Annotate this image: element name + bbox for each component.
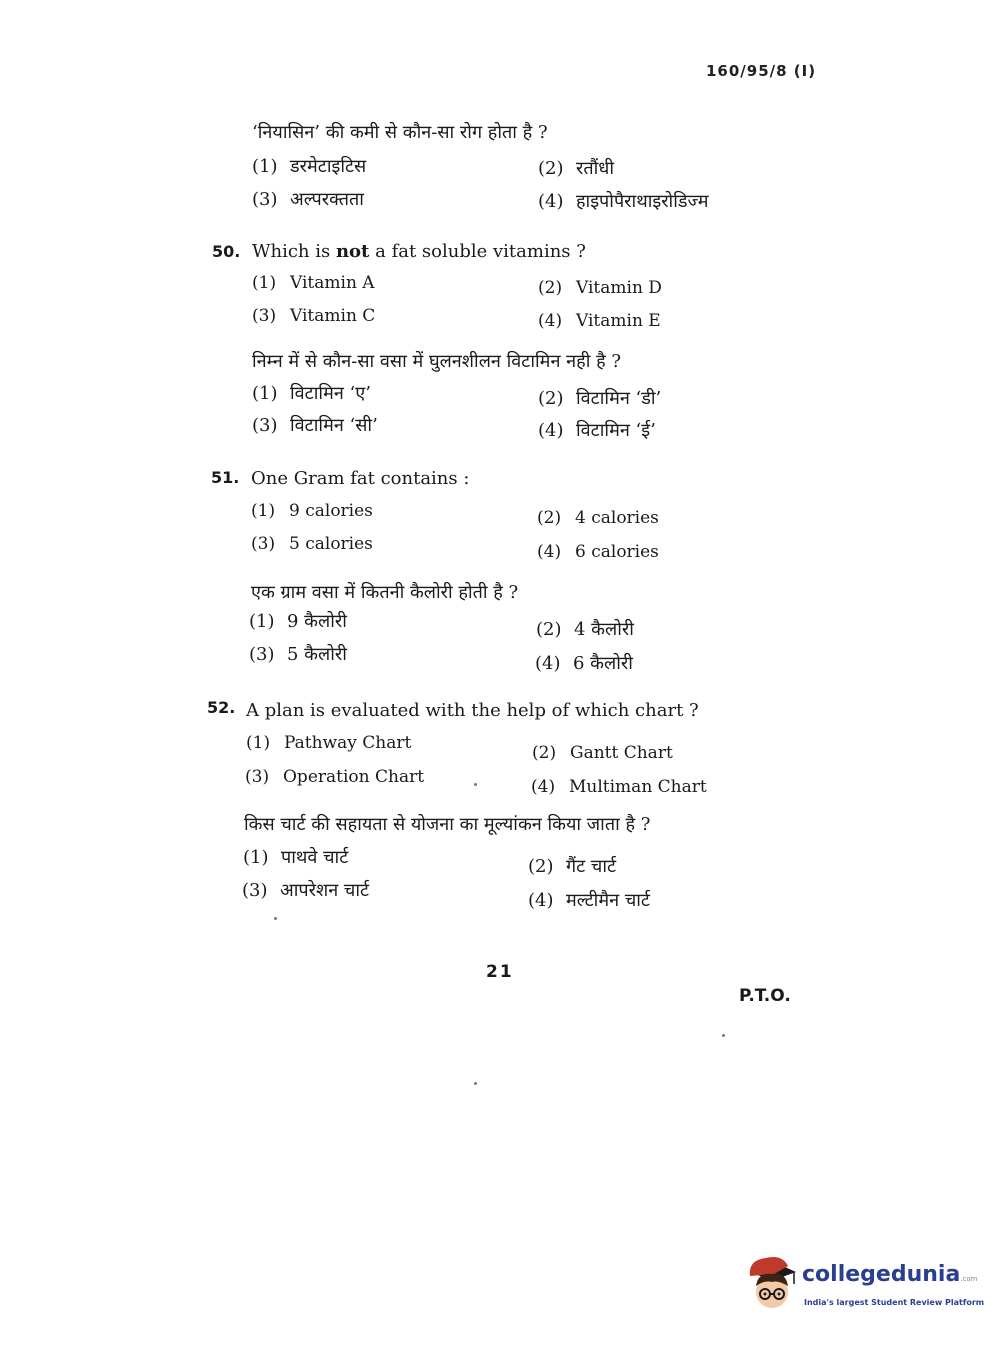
logo-suffix: .com — [960, 1275, 978, 1283]
option-text: पाथवे चार्ट — [281, 847, 349, 868]
option-number: (4) — [538, 191, 564, 212]
option-number: (3) — [252, 415, 278, 436]
option-text: Operation Chart — [283, 767, 425, 787]
q50-option-3 — [252, 306, 375, 326]
q49-hindi-question: ‘नियासिन’ की कमी से कौन-सा रोग होता है ? — [252, 122, 548, 143]
option-text: मल्टीमैन चार्ट — [566, 890, 650, 911]
option-number: (2) — [538, 388, 564, 409]
q52-option-4 — [531, 777, 707, 797]
q50-option-1 — [252, 273, 375, 293]
option-text: विटामिन ‘सी’ — [290, 415, 378, 436]
option-number: (4) — [528, 890, 554, 911]
q50-option-2 — [538, 278, 662, 298]
q51-number: 51. — [211, 468, 240, 487]
option-number: (1) — [249, 611, 275, 632]
question-text: Which is — [252, 241, 336, 262]
option-text: 6 calories — [575, 542, 659, 562]
option-text: गैंट चार्ट — [566, 856, 617, 877]
q49-option-2 — [538, 156, 614, 180]
option-text: आपरेशन चार्ट — [280, 880, 370, 901]
q49-option-4 — [538, 189, 709, 213]
q51-option-2 — [537, 508, 659, 528]
option-number: (4) — [535, 653, 561, 674]
logo-wordmark — [802, 1262, 977, 1287]
option-text: 4 कैलोरी — [574, 619, 634, 640]
option-number: (4) — [538, 420, 564, 441]
q51-option-3 — [251, 534, 373, 554]
option-number: (3) — [242, 880, 268, 901]
q52-hindi-option-3 — [242, 878, 369, 902]
q50-hindi-option-3 — [252, 413, 378, 437]
option-text: विटामिन ‘ई’ — [576, 420, 656, 441]
q52-number: 52. — [207, 698, 236, 717]
scan-speck — [474, 783, 477, 786]
option-number: (3) — [252, 189, 278, 210]
option-text: विटामिन ‘ए’ — [290, 383, 371, 404]
option-number: (1) — [252, 273, 277, 293]
option-number: (2) — [528, 856, 554, 877]
option-number: (4) — [538, 311, 563, 331]
option-text: Vitamin E — [576, 311, 661, 331]
q52-hindi-option-2 — [528, 854, 616, 878]
q51-hindi-option-2 — [536, 617, 634, 641]
q51-hindi-option-3 — [249, 642, 347, 666]
pto-label: P.T.O. — [739, 986, 791, 1006]
q51-option-4 — [537, 542, 659, 562]
scan-speck — [474, 1082, 477, 1085]
q51-question: One Gram fat contains : — [251, 468, 470, 489]
option-text: डरमेटाइटिस — [290, 156, 367, 177]
option-number: (1) — [252, 156, 278, 177]
q52-hindi-option-4 — [528, 888, 650, 912]
paper-code: 160/95/8 (I) — [706, 62, 817, 80]
q52-question: A plan is evaluated with the help of which chart ? — [246, 700, 699, 721]
question-emphasis: not — [335, 241, 370, 262]
q50-hindi-option-4 — [538, 418, 656, 442]
option-text: Multiman Chart — [569, 777, 707, 797]
option-text: 4 calories — [575, 508, 659, 528]
q51-hindi-option-1 — [249, 609, 347, 633]
q50-question — [252, 241, 586, 262]
q50-hindi-question: निम्न में से कौन-सा वसा में घुलनशीलन विटामिन नही है ? — [252, 351, 622, 372]
option-text: 9 calories — [289, 501, 373, 521]
option-text: रतौंधी — [576, 158, 615, 179]
mascot-icon — [744, 1252, 802, 1314]
option-number: (3) — [252, 306, 277, 326]
question-text: a fat soluble vitamins ? — [369, 241, 586, 262]
option-number: (3) — [251, 534, 276, 554]
option-number: (1) — [246, 733, 271, 753]
scan-speck — [274, 917, 277, 920]
q52-option-1 — [246, 733, 411, 753]
option-text: 6 कैलोरी — [573, 653, 633, 674]
q50-hindi-option-1 — [252, 381, 371, 405]
option-text: Vitamin A — [290, 273, 375, 293]
option-number: (2) — [538, 158, 564, 179]
option-number: (4) — [531, 777, 556, 797]
option-text: विटामिन ‘डी’ — [576, 388, 662, 409]
option-text: अल्परक्तता — [290, 189, 364, 210]
q49-option-3 — [252, 187, 364, 211]
option-text: Pathway Chart — [284, 733, 412, 753]
option-text: 5 कैलोरी — [287, 644, 347, 665]
option-text: Vitamin D — [576, 278, 662, 298]
logo-name: collegedunia — [802, 1262, 961, 1287]
q50-option-4 — [538, 311, 661, 331]
option-number: (3) — [249, 644, 275, 665]
option-text: 9 कैलोरी — [287, 611, 347, 632]
q50-number: 50. — [212, 242, 241, 261]
option-number: (2) — [532, 743, 557, 763]
q51-option-1 — [251, 501, 373, 521]
logo-tagline: India's largest Student Review Platform — [804, 1298, 985, 1307]
option-number: (1) — [251, 501, 276, 521]
option-number: (4) — [537, 542, 562, 562]
option-text: Vitamin C — [290, 306, 376, 326]
q52-option-3 — [245, 767, 424, 787]
option-number: (3) — [245, 767, 270, 787]
option-number: (2) — [536, 619, 562, 640]
option-number: (1) — [243, 847, 269, 868]
q51-hindi-question: एक ग्राम वसा में कितनी कैलोरी होती है ? — [251, 582, 519, 603]
scan-speck — [722, 1034, 725, 1037]
q52-option-2 — [532, 743, 673, 763]
q51-hindi-option-4 — [535, 651, 633, 675]
page-number: 21 — [486, 962, 514, 982]
option-text: Gantt Chart — [570, 743, 673, 763]
q52-hindi-question: किस चार्ट की सहायता से योजना का मूल्यांकन किया जाता है ? — [244, 814, 651, 835]
collegedunia-logo[interactable] — [744, 1250, 985, 1320]
option-number: (2) — [538, 278, 563, 298]
option-number: (2) — [537, 508, 562, 528]
q50-hindi-option-2 — [538, 386, 661, 410]
option-text: 5 calories — [289, 534, 373, 554]
option-text: हाइपोपैराथाइरोडिज्म — [576, 191, 709, 212]
q52-hindi-option-1 — [243, 845, 348, 869]
option-number: (1) — [252, 383, 278, 404]
q49-option-1 — [252, 154, 366, 178]
